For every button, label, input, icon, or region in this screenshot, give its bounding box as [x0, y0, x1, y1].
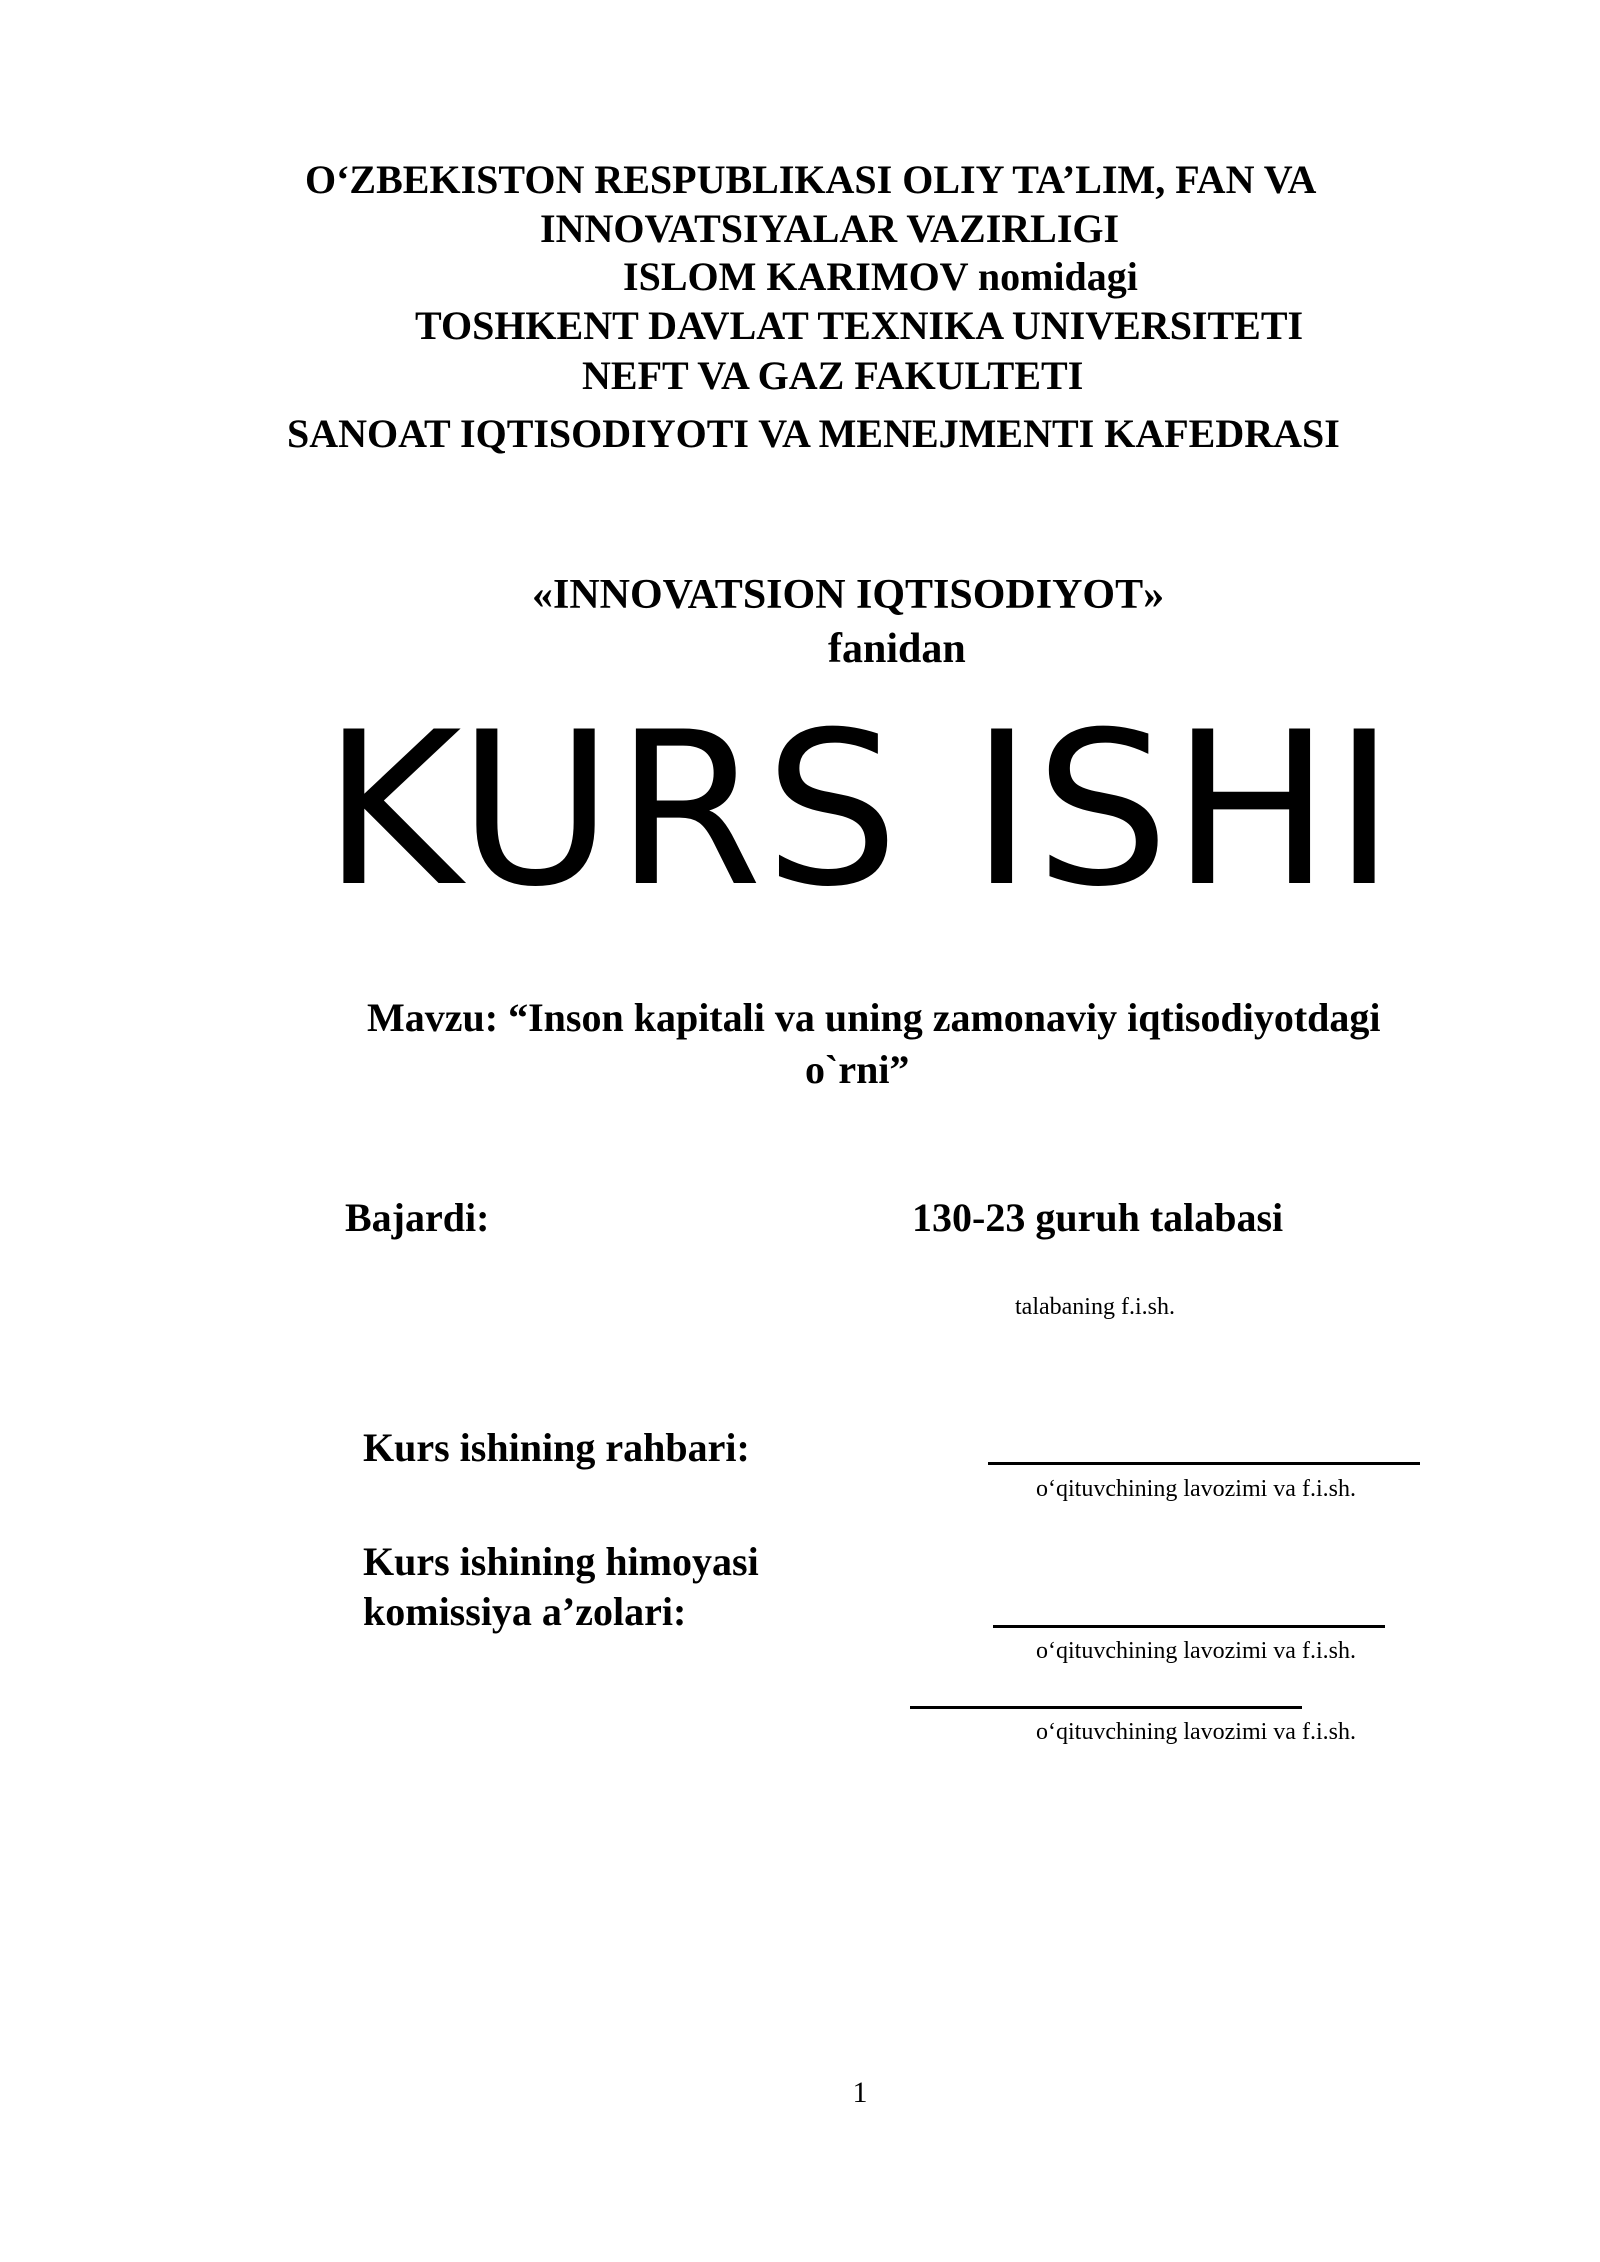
university-name: TOSHKENT DAVLAT TEXNIKA UNIVERSITETI — [415, 303, 1304, 348]
commission-signature-line-2 — [910, 1706, 1302, 1709]
commission-caption-1: o‘qituvchining lavozimi va f.i.sh. — [1036, 1638, 1356, 1664]
subject-name: «INNOVATSION IQTISODIYOT» — [532, 572, 1165, 618]
supervisor-signature-line — [988, 1462, 1420, 1465]
commission-label-line-2: komissiya a’zolari: — [363, 1589, 687, 1634]
supervisor-caption: o‘qituvchining lavozimi va f.i.sh. — [1036, 1476, 1356, 1502]
performer-caption: talabaning f.i.sh. — [1015, 1294, 1175, 1320]
department-name: SANOAT IQTISODIYOTI VA MENEJMENTI KAFEDRASI — [287, 411, 1340, 456]
page-number: 1 — [852, 2076, 868, 2109]
subject-suffix: fanidan — [828, 626, 966, 672]
performer-label: Bajardi: — [345, 1195, 490, 1240]
university-name-prefix: ISLOM KARIMOV nomidagi — [623, 254, 1138, 299]
performer-group: 130-23 guruh talabasi — [912, 1195, 1284, 1240]
document-title: KURS ISHI — [322, 686, 1398, 933]
ministry-line-1: O‘ZBEKISTON RESPUBLIKASI OLIY TA’LIM, FAN VA — [305, 157, 1317, 202]
topic-line-1: Mavzu: “Inson kapitali va uning zamonaviy iqtisodiyotdagi — [367, 995, 1381, 1040]
topic-line-2: o`rni” — [805, 1047, 910, 1092]
commission-signature-line-1 — [993, 1625, 1385, 1628]
supervisor-label: Kurs ishining rahbari: — [363, 1425, 750, 1470]
commission-caption-2: o‘qituvchining lavozimi va f.i.sh. — [1036, 1719, 1356, 1745]
faculty-name: NEFT VA GAZ FAKULTETI — [582, 353, 1084, 398]
ministry-line-2: INNOVATSIYALAR VAZIRLIGI — [540, 206, 1120, 251]
commission-label-line-1: Kurs ishining himoyasi — [363, 1539, 759, 1584]
